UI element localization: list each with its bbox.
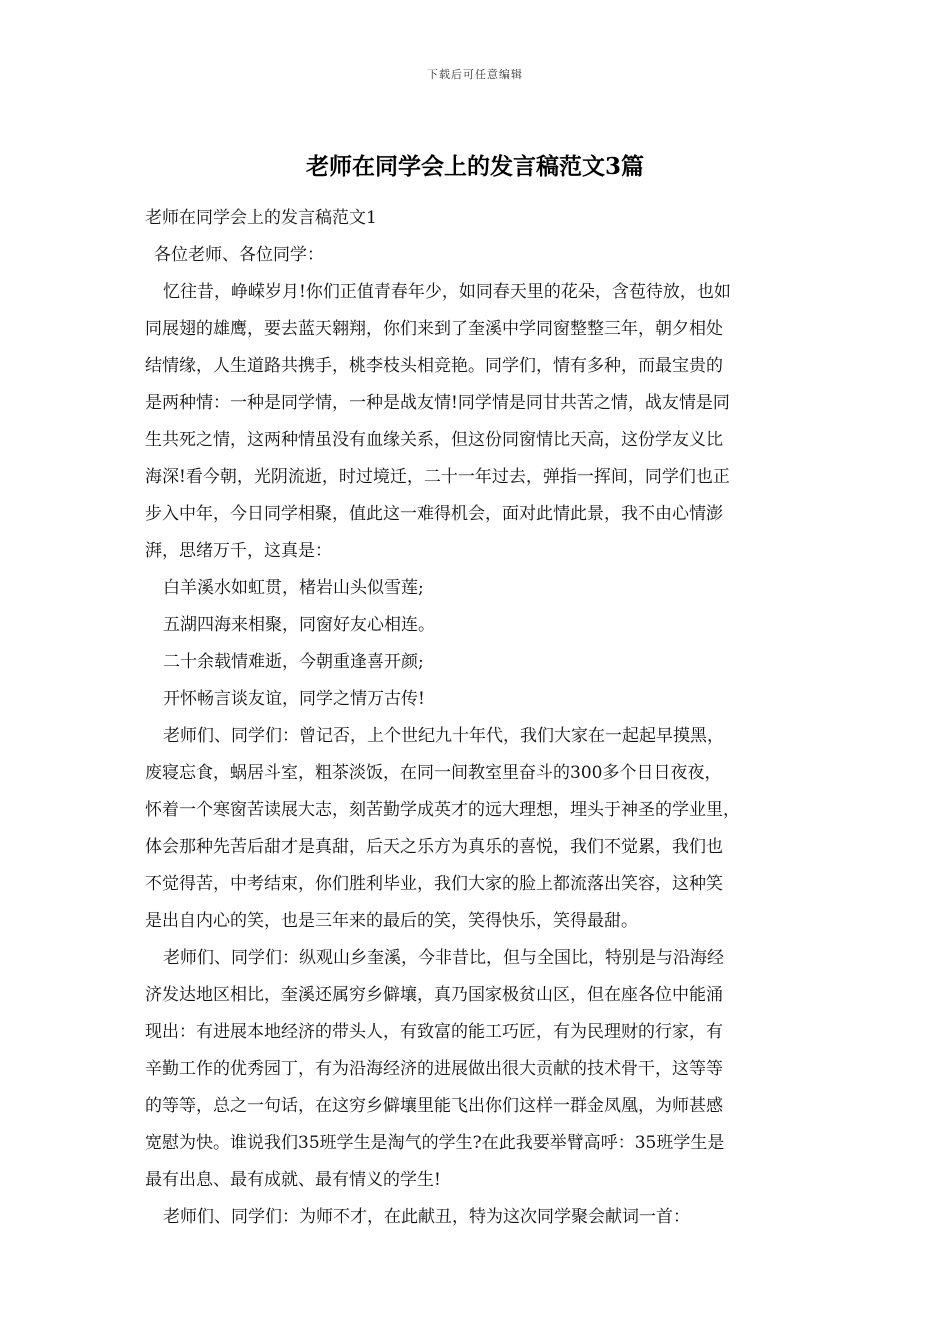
text-line: 生共死之情，这两种情虽没有血缘关系，但这份同窗情比天高，这份学友义比 bbox=[145, 430, 723, 450]
text-line: 海深!看今朝，光阴流逝，时过境迁，二十一年过去，弹指一挥间，同学们也正 bbox=[145, 467, 730, 487]
text-line: 同展翅的雄鹰，要去蓝天翱翔，你们来到了奎溪中学同窗整整三年，朝夕相处 bbox=[145, 319, 723, 339]
text-line: 最有出息、最有成就、最有情义的学生! bbox=[145, 1170, 441, 1190]
text-line: 老师们、同学们：纵观山乡奎溪，今非昔比，但与全国比，特别是与沿海经 bbox=[163, 948, 724, 968]
text-line: 宽慰为快。谁说我们35班学生是淘气的学生?在此我要举臂高呼：35班学生是 bbox=[145, 1133, 725, 1153]
text-line: 二十余载情难逝，今朝重逢喜开颜; bbox=[163, 652, 424, 672]
text-line: 怀着一个寒窗苦读展大志，刻苦勤学成英才的远大理想，埋头于神圣的学业里， bbox=[145, 800, 740, 820]
header-note: 下载后可任意编辑 bbox=[427, 68, 523, 81]
text-line: 结情缘，人生道路共携手，桃李枝头相竞艳。同学们，情有多种，而最宝贵的 bbox=[145, 356, 723, 376]
text-line: 是出自内心的笑，也是三年来的最后的笑，笑得快乐，笑得最甜。 bbox=[145, 911, 638, 931]
text-line: 不觉得苦，中考结束，你们胜利毕业，我们大家的脸上都流落出笑容，这种笑 bbox=[145, 874, 723, 894]
document-body bbox=[145, 200, 820, 1236]
text-line: 济发达地区相比，奎溪还属穷乡僻壤，真乃国家极贫山区，但在座各位中能涌 bbox=[145, 985, 723, 1005]
text-line: 辛勤工作的优秀园丁，有为沿海经济的进展做出很大贡献的技术骨干，这等等 bbox=[145, 1059, 723, 1079]
text-line: 老师们、同学们：为师不才，在此献丑，特为这次同学聚会献词一首： bbox=[163, 1207, 690, 1227]
text-line: 是两种情：一种是同学情，一种是战友情!同学情是同甘共苦之情，战友情是同 bbox=[145, 393, 730, 413]
text-line: 各位老师、各位同学： bbox=[154, 245, 324, 265]
text-line: 开怀畅言谈友谊，同学之情万古传! bbox=[163, 689, 425, 709]
text-line: 现出：有进展本地经济的带头人，有致富的能工巧匠，有为民理财的行家，有 bbox=[145, 1022, 723, 1042]
document-title: 老师在同学会上的发言稿范文3篇 bbox=[305, 153, 644, 180]
text-line: 湃，思绪万千，这真是： bbox=[145, 541, 332, 561]
text-line: 步入中年，今日同学相聚，值此这一难得机会，面对此情此景，我不由心情澎 bbox=[145, 504, 723, 524]
text-line: 废寝忘食，蜗居斗室，粗茶淡饭，在同一间教室里奋斗的300多个日日夜夜， bbox=[145, 763, 722, 783]
text-line: 老师在同学会上的发言稿范文1 bbox=[145, 208, 377, 228]
text-line: 的等等，总之一句话，在这穷乡僻壤里能飞出你们这样一群金凤凰，为师甚感 bbox=[145, 1096, 723, 1116]
text-line: 忆往昔，峥嵘岁月!你们正值青春年少，如同春天里的花朵，含苞待放，也如 bbox=[163, 282, 731, 302]
text-line: 白羊溪水如虹贯，楮岩山头似雪莲; bbox=[163, 578, 424, 598]
text-line: 体会那种先苦后甜才是真甜，后天之乐方为真乐的喜悦，我们不觉累，我们也 bbox=[145, 837, 723, 857]
text-line: 五湖四海来相聚，同窗好友心相连。 bbox=[163, 615, 435, 635]
text-line: 老师们、同学们：曾记否，上个世纪九十年代，我们大家在一起起早摸黑， bbox=[163, 726, 724, 746]
